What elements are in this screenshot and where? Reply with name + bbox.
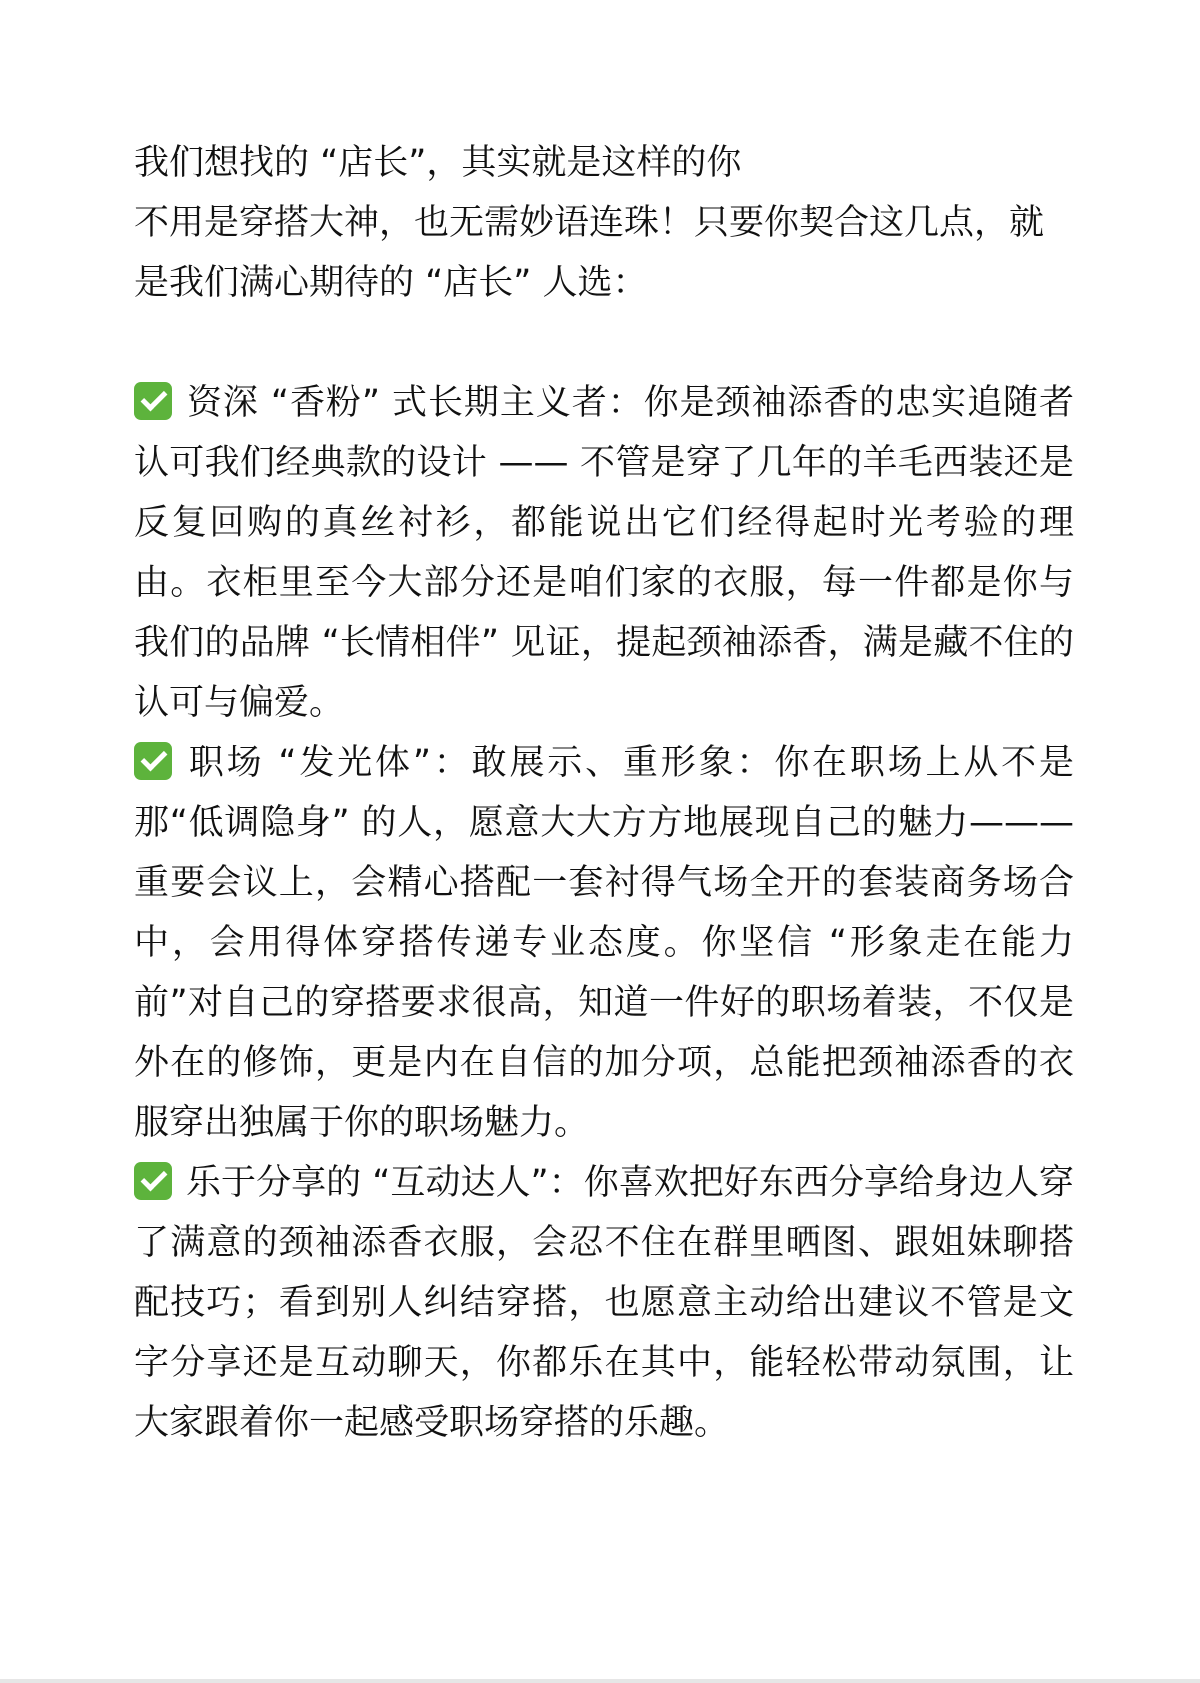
point-text: 资深 “香粉” 式长期主义者：你是颈袖添香的忠实追随者认可我们经典款的设计 —— 不管是穿了几年的羊毛西装还是反复回购的真丝衬衫，都能说出它们经得起时光考验的理由。衣柜里至今大部分还是咱们家的衣服，每一件都是你与我们的品牌 “长情相伴” 见证，提起颈袖添香，满是藏不住的认可与偏爱。 — [134, 383, 1074, 723]
check-mark-icon — [134, 382, 172, 420]
check-mark-icon — [134, 1162, 172, 1200]
point-long-term-fan — [134, 373, 1074, 733]
point-text: 职场 “发光体”：敢展示、重形象：你在职场上从不是那“低调隐身” 的人，愿意大大方方地展现自己的魅力———重要会议上，会精心搭配一套衬得气场全开的套装商务场合中，会用得体穿搭传递专业态度。你坚信 “形象走在能力前”对自己的穿搭要求很高，知道一件好的职场着装，不仅是外在的修饰，更是内在自信的加分项，总能把颈袖添香的衣服穿出独属于你的职场魅力。 — [134, 743, 1074, 1143]
point-workplace-shining — [134, 733, 1074, 1153]
intro-text: 不用是穿搭大神，也无需妙语连珠！只要你契合这几点，就是我们满心期待的 “店长” 人选： — [134, 203, 1045, 303]
page-bottom-edge — [0, 1679, 1200, 1683]
point-sharing-expert — [134, 1153, 1074, 1453]
point-text: 乐于分享的 “互动达人”：你喜欢把好东西分享给身边人穿了满意的颈袖添香衣服，会忍不住在群里晒图、跟姐妹聊搭配技巧；看到别人纠结穿搭，也愿意主动给出建议不管是文字分享还是互动聊天，你都乐在其中，能轻松带动氛围，让大家跟着你一起感受职场穿搭的乐趣。 — [134, 1163, 1074, 1443]
intro-title: 我们想找的 “店长”，其实就是这样的你 — [134, 143, 742, 183]
check-mark-icon — [134, 742, 172, 780]
paragraph-spacer — [134, 313, 1074, 373]
document-body — [134, 133, 1074, 1453]
